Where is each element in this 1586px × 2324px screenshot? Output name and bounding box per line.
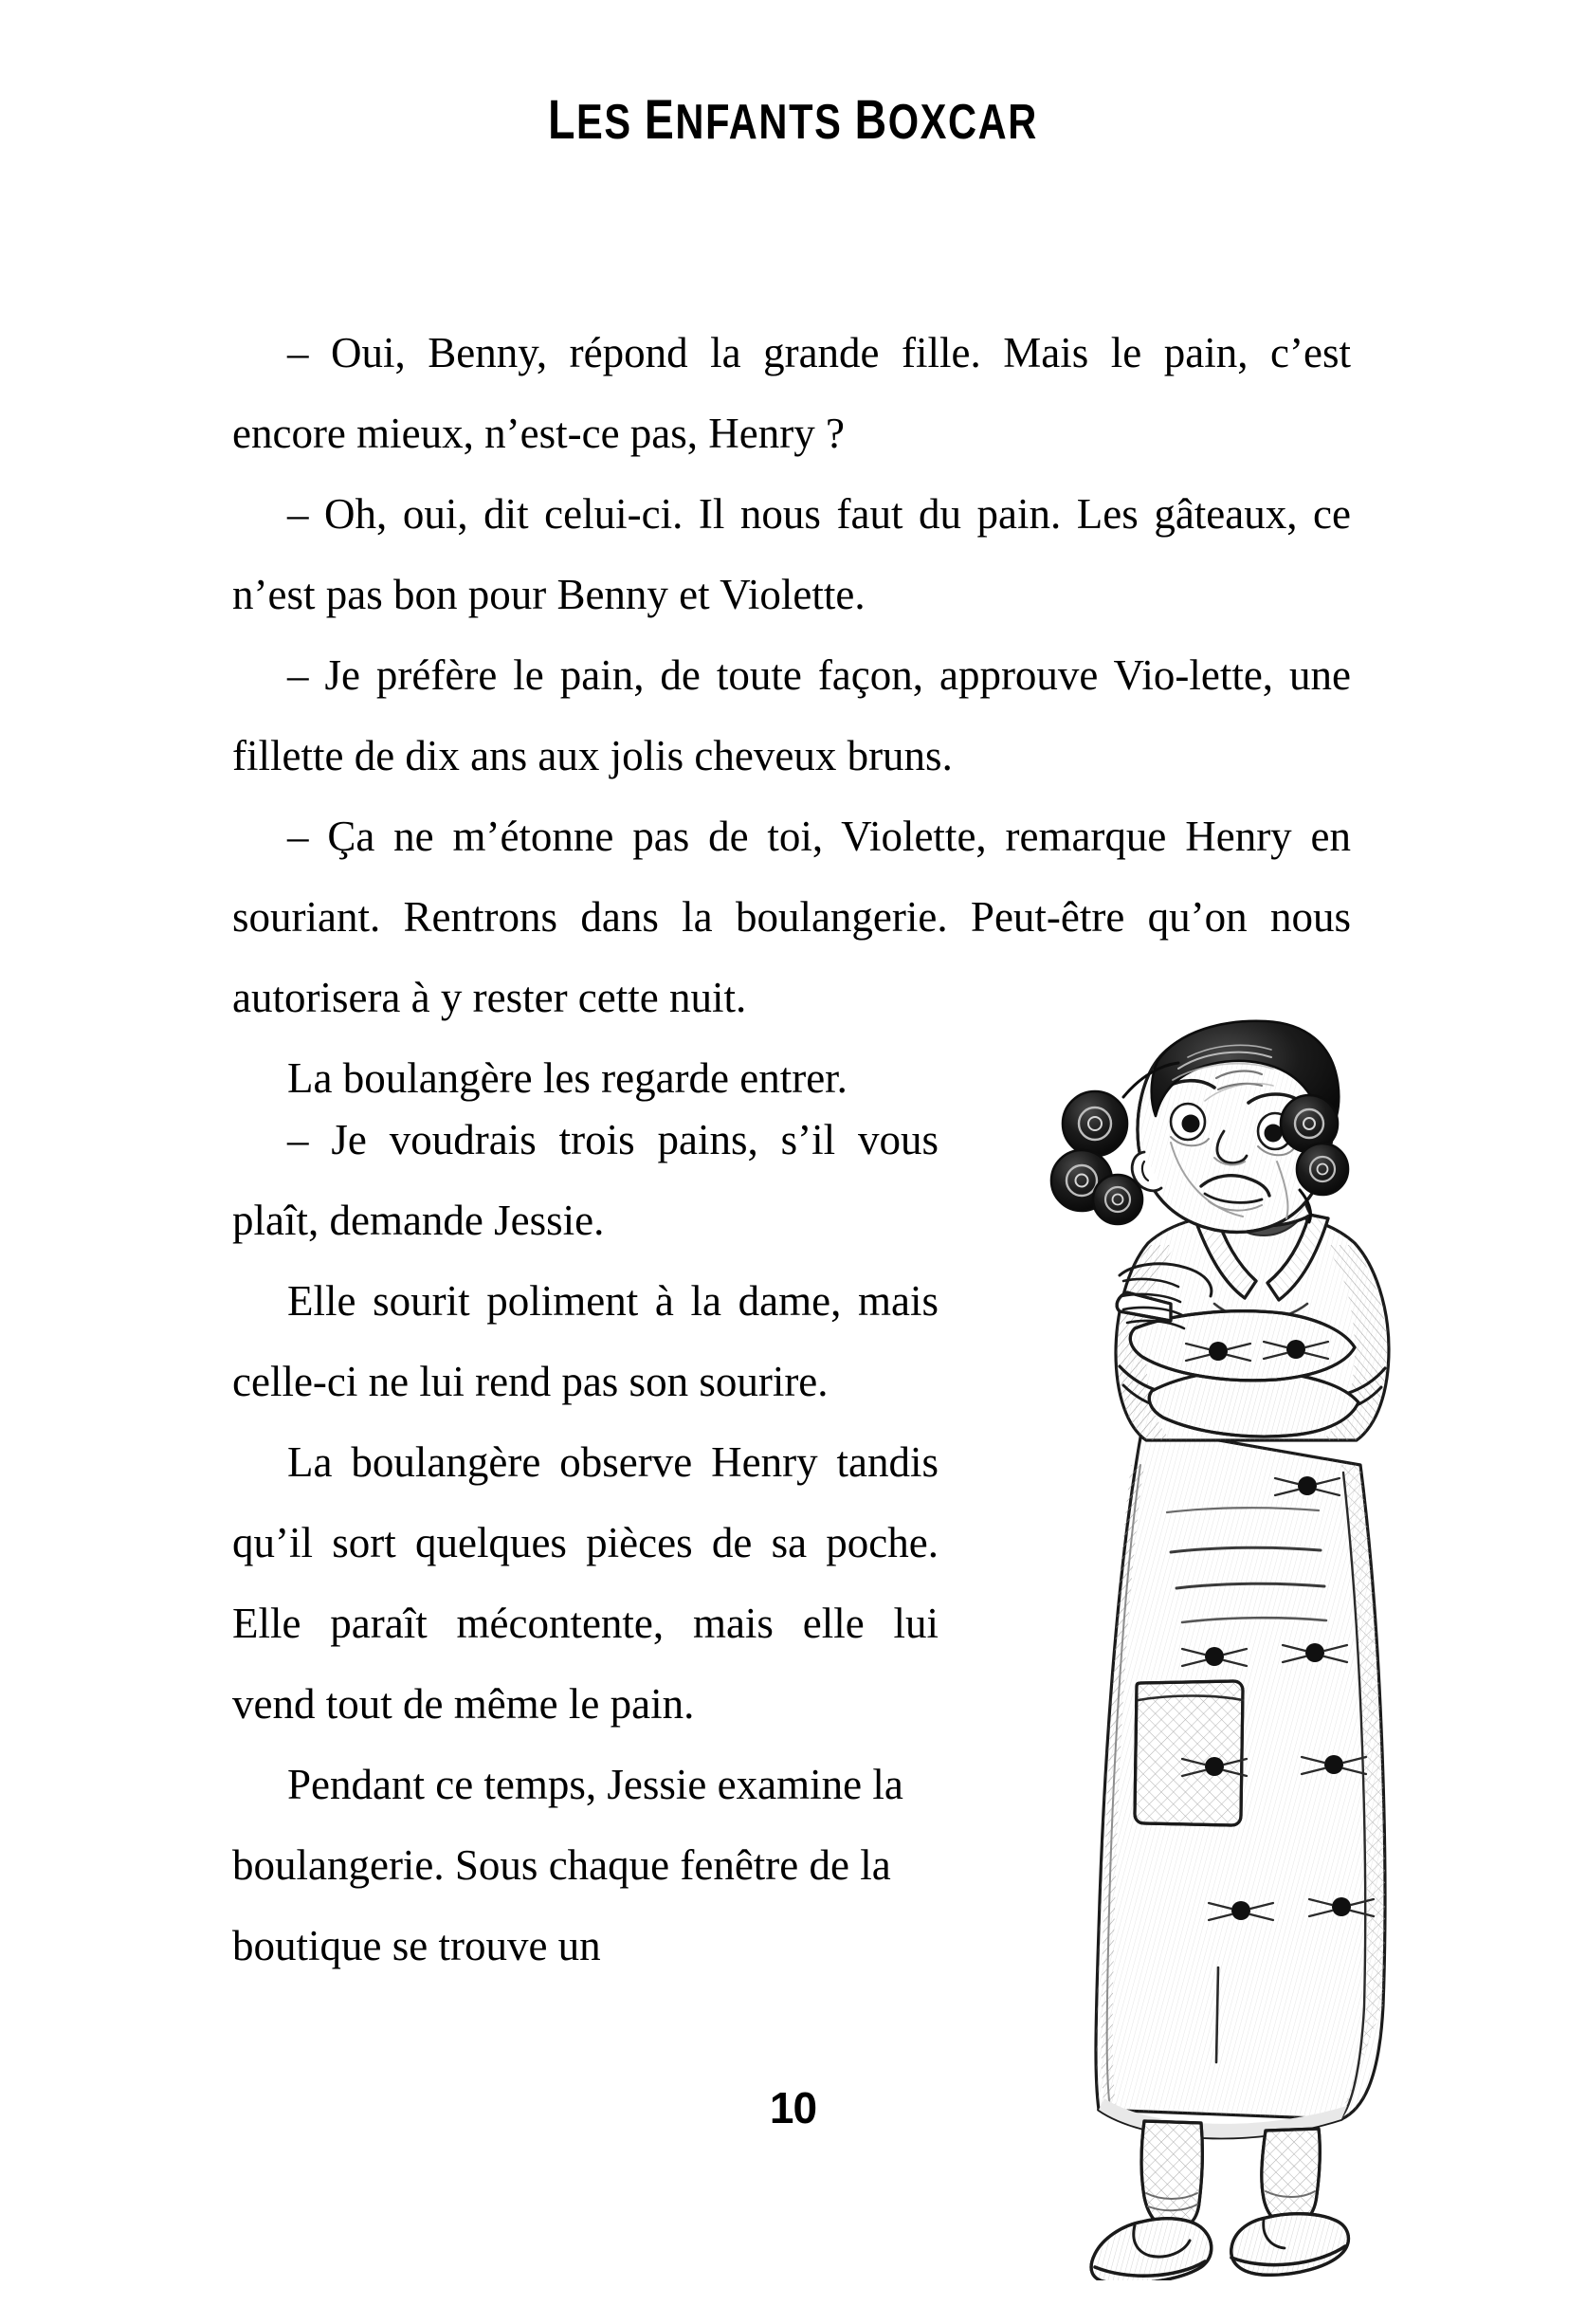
baker-woman-illustration: [1029, 1019, 1559, 2280]
running-head-letter-1: L: [548, 89, 577, 151]
paragraph: – Ça ne m’étonne pas de toi, Violette, remarque Henry en souriant. Rentrons dans la boulangerie. Peut-être qu’on nous autorisera à y rester cette nuit.: [232, 813, 1351, 1021]
running-head-rest-1: ES: [576, 95, 632, 150]
paragraph: – Oui, Benny, répond la grande fille. Mais le pain, c’est encore mieux, n’est-ce pas, Henry ?: [232, 329, 1351, 457]
main-text-wide: [232, 313, 1351, 1119]
paragraph: Pendant ce temps, Jessie examine la boulangerie. Sous chaque fenêtre de la boutique se trouve un: [232, 1761, 903, 1969]
paragraph: – Oh, oui, dit celui-ci. Il nous faut du pain. Les gâteaux, ce n’est pas bon pour Benny et Violette.: [232, 490, 1351, 618]
page-number: 10: [769, 2083, 817, 2132]
paragraph: Elle sourit poliment à la dame, mais celle-ci ne lui rend pas son sourire.: [232, 1277, 939, 1405]
paragraph: La boulangère les regarde entrer.: [287, 1054, 848, 1102]
running-head: [158, 89, 1427, 151]
main-text-narrow: [232, 1100, 939, 1986]
running-head-rest-2: NFANTS: [675, 95, 843, 150]
paragraph: La boulangère observe Henry tandis qu’il sort quelques pièces de sa poche. Elle paraît mécontente, mais elle lui vend tout de même le pain.: [232, 1438, 939, 1728]
running-head-letter-3: B: [854, 89, 888, 151]
running-head-rest-3: OXCAR: [887, 95, 1038, 150]
running-head-letter-2: E: [644, 89, 676, 151]
paragraph: – Je voudrais trois pains, s’il vous plaît, demande Jessie.: [232, 1116, 939, 1244]
baker-woman-drawing: [1029, 1019, 1559, 2280]
paragraph: – Je préfère le pain, de toute façon, approuve Vio-lette, une fillette de dix ans aux jolis cheveux bruns.: [232, 651, 1351, 779]
